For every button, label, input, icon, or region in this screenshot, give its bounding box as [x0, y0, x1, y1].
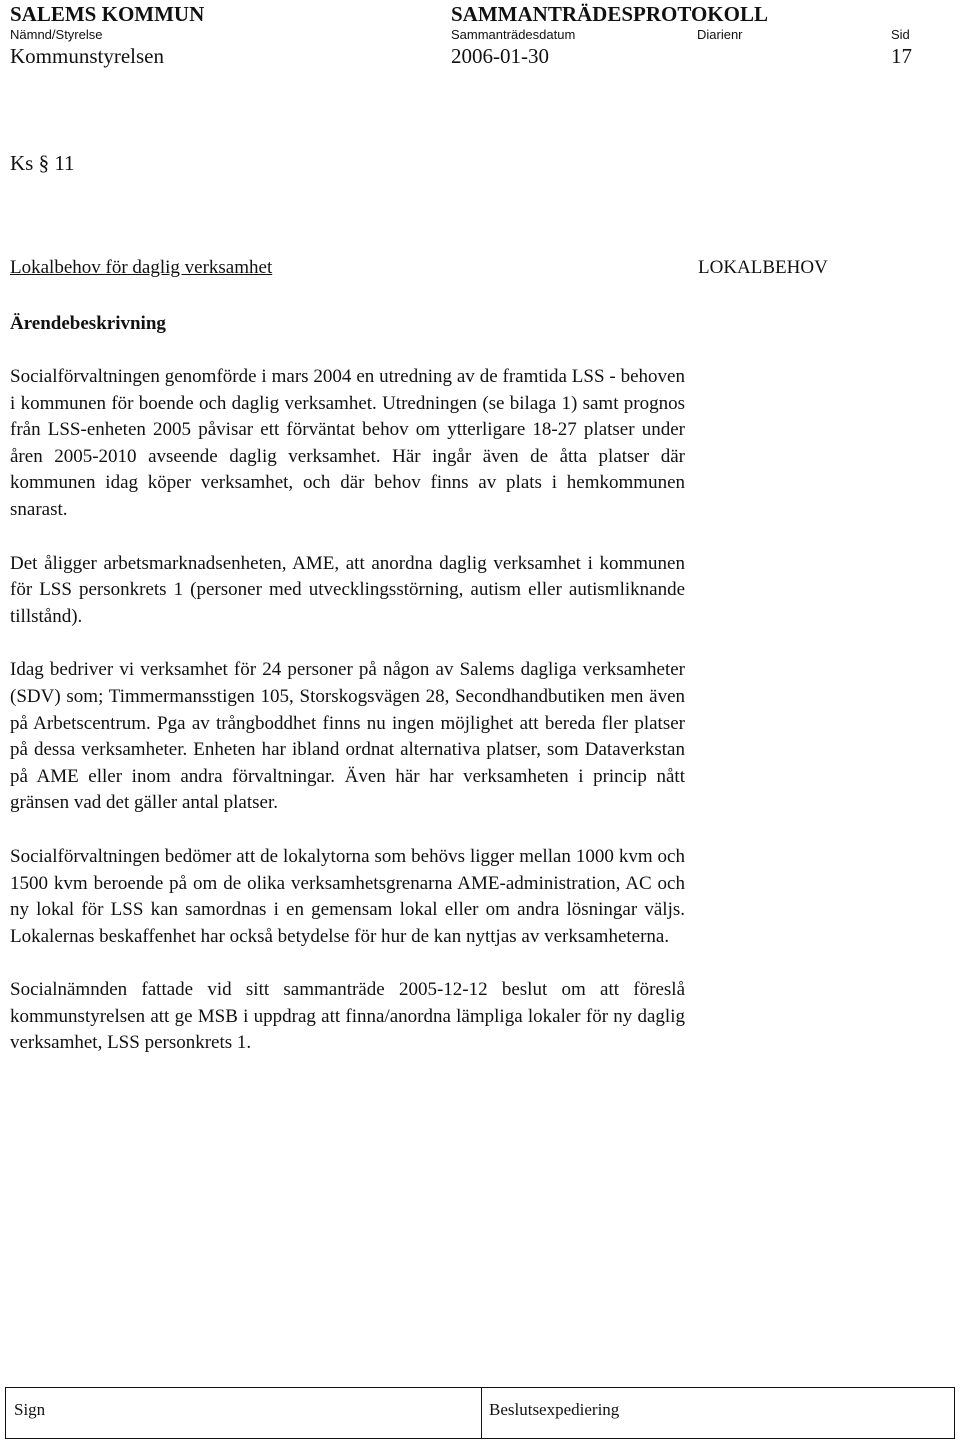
document-title: Lokalbehov för daglig verksamhet	[10, 257, 273, 278]
sign-label: Sign	[14, 1400, 46, 1419]
section-heading: Ärendebeskrivning	[10, 313, 166, 334]
signature-box	[5, 1387, 955, 1439]
registration-number-label: Diarienr	[697, 27, 743, 42]
paragraph: Socialnämnden fattade vid sitt sammanträde 2005-12-12 beslut om att föreslå kommunstyrelsen att ge MSB i uppdrag att finna/anordna lämpliga lokaler för ny daglig verksamhet, LSS personkrets 1.	[10, 979, 685, 1054]
document-type: SAMMANTRÄDESPROTOKOLL	[451, 2, 768, 26]
board-value: Kommunstyrelsen	[10, 44, 164, 68]
paragraph: Socialförvaltningen genomförde i mars 2004 en utredning av de framtida LSS - behoven i kommunen för boende och daglig verksamhet. Utredningen (se bilaga 1) samt prognos från LSS-enheten 2005 påvisar ett förväntat behov om ytterligare 18-27 platser under åren 2005-2010 avseende daglig verksamhet. Här ingår även de åtta platser där kommunen idag köper verksamhet, och där behov finns av plats i hemkommunen snarast.	[10, 366, 685, 520]
page-number: 17	[891, 44, 912, 68]
document-body	[10, 364, 685, 1084]
dispatch-label: Beslutsexpediering	[489, 1400, 620, 1419]
signature-box-divider	[481, 1388, 482, 1438]
paragraph: Socialförvaltningen bedömer att de lokalytorna som behövs ligger mellan 1000 kvm och 1500 kvm beroende på om de olika verksamhetsgrenarna AME-administration, AC och ny lokal för LSS kan samordnas i en gemensam lokal eller om andra lösningar väljs. Lokalernas beskaffenhet har också betydelse för hur de kan nyttjas av verksamheterna.	[10, 845, 685, 947]
board-label: Nämnd/Styrelse	[10, 27, 103, 42]
subject-tag: LOKALBEHOV	[698, 257, 828, 278]
page-label: Sid	[891, 27, 910, 42]
paragraph: Idag bedriver vi verksamhet för 24 personer på någon av Salems dagliga verksamheter (SDV) som; Timmermansstigen 105, Storskogsvägen 28, Secondhandbutiken men även på Arbetscentrum. Pga av trångboddhet finns nu ingen möjlighet att bereda fler platser på dessa verksamheter. Enheten har ibland ordnat alternativa platser, som Dataverkstan på AME eller inom andra förvaltningar. Även här har verksamheten i princip nått gränsen vad det gäller antal platser.	[10, 659, 685, 814]
meeting-date-value: 2006-01-30	[451, 44, 549, 68]
paragraph: Det åligger arbetsmarknadsenheten, AME, att anordna daglig verksamhet i kommunen för LSS personkrets 1 (personer med utvecklingsstörning, autism eller autismliknande tillstånd).	[10, 552, 685, 627]
case-number: Ks § 11	[10, 151, 75, 175]
municipality-name: SALEMS KOMMUN	[10, 2, 205, 26]
meeting-date-label: Sammanträdesdatum	[451, 27, 576, 42]
